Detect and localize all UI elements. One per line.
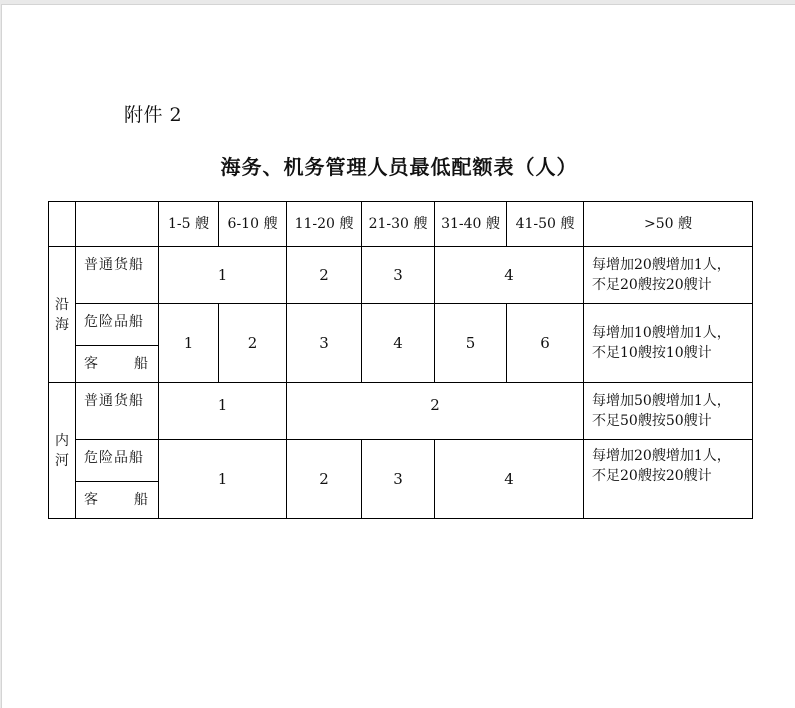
header-empty-type: [76, 202, 159, 247]
attachment-label: 附件 2: [124, 104, 183, 126]
quota-value: 2: [287, 247, 362, 304]
extra-rule-note: [584, 304, 753, 383]
header-cell: 31-40 艘: [435, 202, 507, 247]
quota-table: [48, 201, 753, 519]
passenger-char: 船: [134, 492, 148, 508]
extra-rule-note: [584, 383, 753, 440]
note-line: 不足20艘按20艘计: [592, 277, 712, 293]
extra-rule-note: [584, 247, 753, 304]
header-cell: 1-5 艘: [159, 202, 219, 247]
table-row: [49, 304, 753, 346]
note-line: 每增加10艘增加1人，: [592, 325, 731, 341]
ship-type-label: 普通货船: [76, 383, 159, 440]
quota-value: 4: [362, 304, 435, 383]
quota-value: 2: [219, 304, 287, 383]
region-char: 河: [55, 452, 69, 469]
region-inland: [49, 383, 76, 519]
quota-value: 1: [159, 440, 287, 519]
header-row: [49, 202, 753, 247]
passenger-char: 船: [134, 356, 148, 372]
note-line: 每增加20艘增加1人，: [592, 448, 731, 464]
region-char: 海: [55, 316, 69, 333]
quota-value: 1: [159, 304, 219, 383]
quota-value: 2: [287, 383, 584, 440]
ship-type-label: 危险品船: [76, 440, 159, 482]
quota-value: 5: [435, 304, 507, 383]
ship-type-label-passenger: [76, 482, 159, 519]
header-cell: >50 艘: [584, 202, 753, 247]
note-line: 不足10艘按10艘计: [592, 345, 712, 361]
quota-value: 4: [435, 247, 584, 304]
note-line: 每增加50艘增加1人，: [592, 393, 731, 409]
table-row: [49, 440, 753, 482]
quota-value: 1: [159, 247, 287, 304]
ship-type-label: 普通货船: [76, 247, 159, 304]
quota-value: 3: [362, 440, 435, 519]
header-cell: 11-20 艘: [287, 202, 362, 247]
quota-value: 6: [507, 304, 584, 383]
quota-value: 3: [362, 247, 435, 304]
header-empty-region: [49, 202, 76, 247]
table-row: [49, 383, 753, 440]
quota-value: 4: [435, 440, 584, 519]
note-line: 不足50艘按50艘计: [592, 413, 712, 429]
header-cell: 21-30 艘: [362, 202, 435, 247]
ship-type-label-passenger: [76, 346, 159, 383]
region-coastal: [49, 247, 76, 383]
ship-type-label: 危险品船: [76, 304, 159, 346]
extra-rule-note: [584, 440, 753, 519]
header-cell: 6-10 艘: [219, 202, 287, 247]
page-title: 海务、机务管理人员最低配额表（人）: [220, 155, 578, 179]
region-char: 内: [55, 432, 69, 449]
note-line: 每增加20艘增加1人，: [592, 257, 731, 273]
quota-value: 1: [159, 383, 287, 440]
table-row: [49, 247, 753, 304]
header-cell: 41-50 艘: [507, 202, 584, 247]
quota-value: 3: [287, 304, 362, 383]
region-char: 沿: [55, 296, 69, 313]
passenger-char: 客: [84, 356, 98, 372]
document-page: [1, 4, 795, 708]
note-line: 不足20艘按20艘计: [592, 468, 712, 484]
passenger-char: 客: [84, 492, 98, 508]
quota-value: 2: [287, 440, 362, 519]
